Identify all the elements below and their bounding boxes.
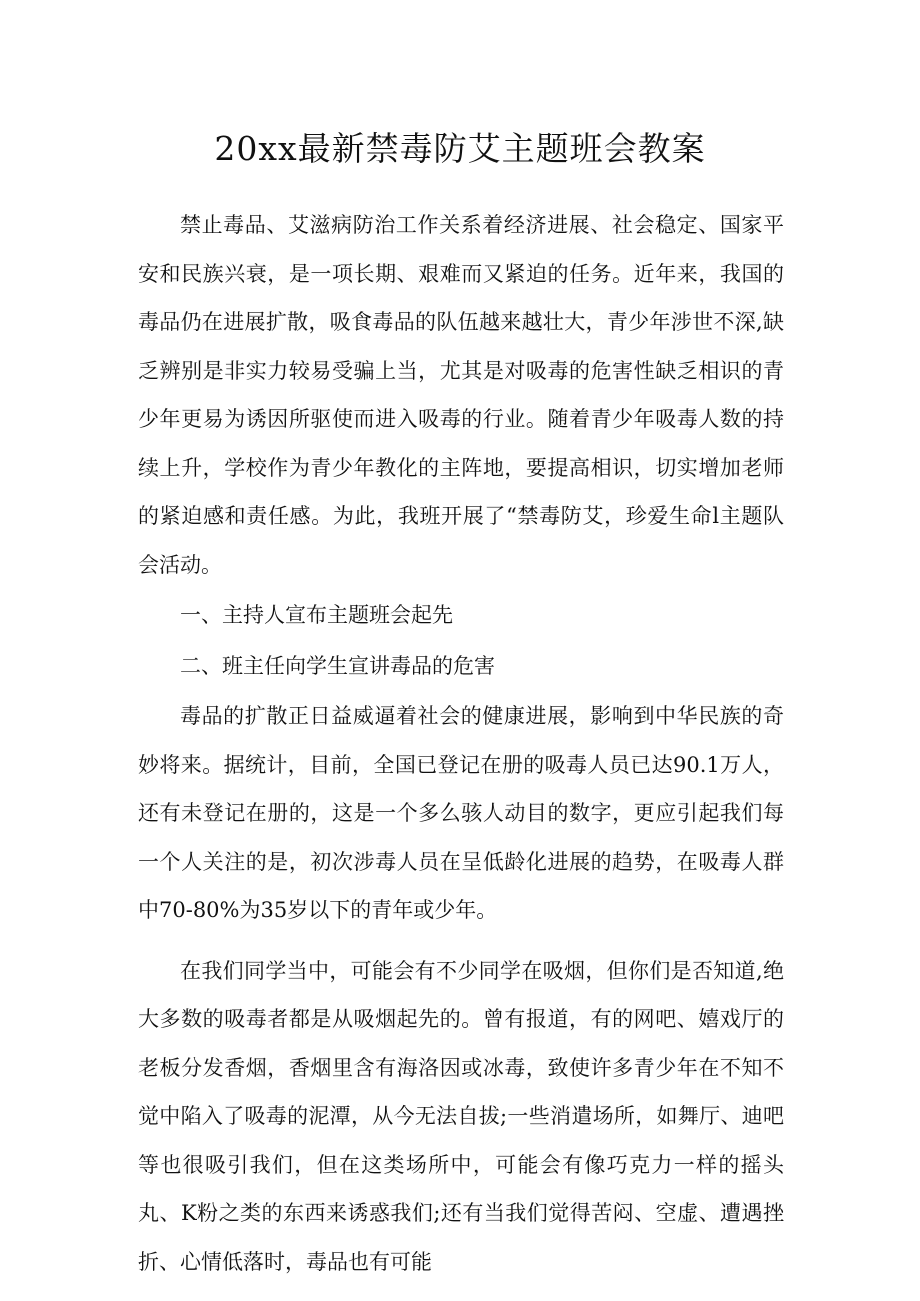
paragraph-section-2: 二、班主任向学生宣讲毒品的危害 <box>180 653 495 678</box>
paragraph-intro: 禁止毒品、艾滋病防治工作关系着经济进展、社会稳定、国家平安和民族兴衰，是一项长期、艰难而又紧迫的任务。近年来，我国的毒品仍在进展扩散，吸食毒品的队伍越来越壮大，青少年涉世不深,缺乏辨别是非实力较易受骗上当，尤其是对吸毒的危害性缺乏相识的青少年更易为诱因所驱使而进入吸毒的行业。随着青少年吸毒人数的持续上升，学校作为青少年教化的主阵地，要提高相识，切实增加老师的紧迫感和责任感。为此，我班开展了“禁毒防艾，珍爱生命l主题队会活动。 <box>138 213 784 577</box>
document-title: 20xx最新禁毒防艾主题班会教案 <box>214 129 706 168</box>
document-body <box>138 201 784 1286</box>
paragraph-drug-statistics: 毒品的扩散正日益威逼着社会的健康进展，影响到中华民族的奇妙将来。据统计，目前，全国已登记在册的吸毒人员已达90.1万人，还有未登记在册的，这是一个多么骇人动目的数字，更应引起我们每一个人关注的是，初次涉毒人员在呈低龄化进展的趋势，在吸毒人群中70-80%为35岁以下的青年或少年。 <box>138 704 784 922</box>
paragraph-smoking-warning: 在我们同学当中，可能会有不少同学在吸烟，但你们是否知道,绝大多数的吸毒者都是从吸烟起先的。曾有报道，有的网吧、嬉戏厅的老板分发香烟，香烟里含有海洛因或冰毒，致使许多青少年在不知不觉中陷入了吸毒的泥潭，从今无法自拔;一些消遣场所，如舞厅、迪吧等也很吸引我们，但在这类场所中，可能会有像巧克力一样的摇头丸、K粉之类的东西来诱惑我们;还有当我们觉得苦闷、空虚、遭遇挫折、心情低落时，毒品也有可能 <box>138 958 784 1274</box>
paragraph-section-1: 一、主持人宣布主题班会起先 <box>180 603 453 627</box>
